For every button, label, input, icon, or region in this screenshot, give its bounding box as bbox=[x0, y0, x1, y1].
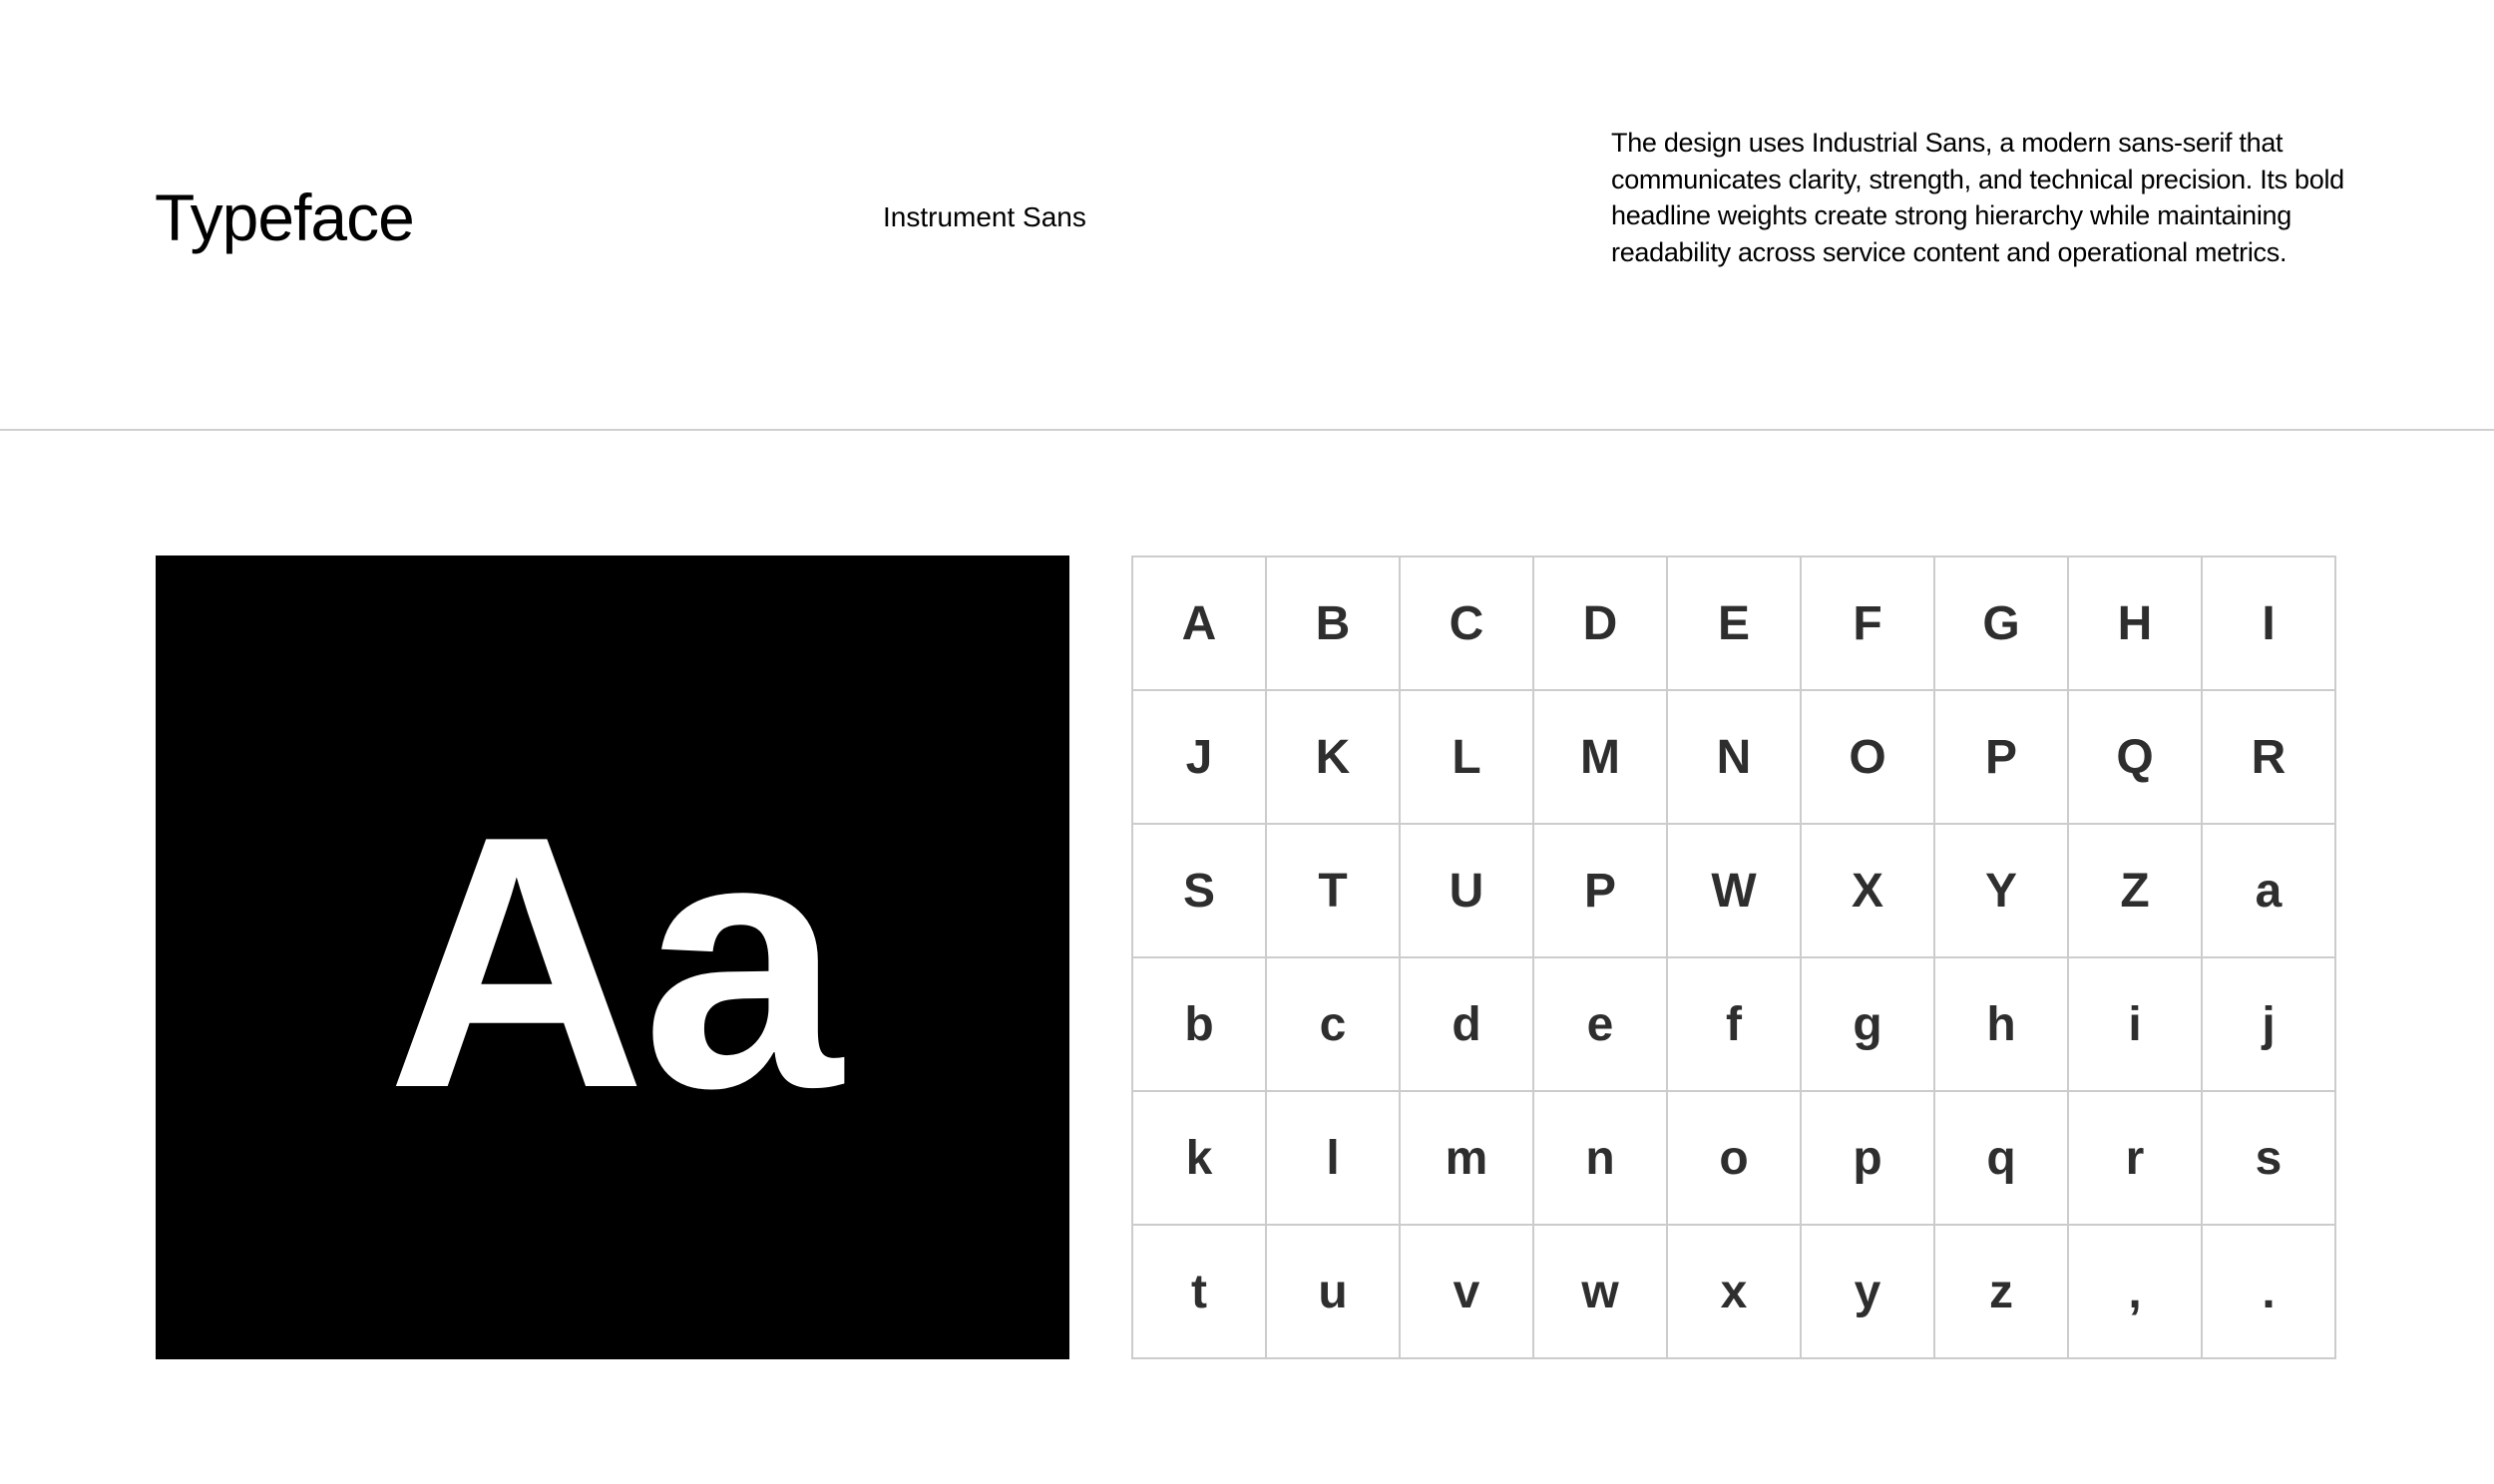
glyph-cell: R bbox=[2203, 691, 2336, 825]
specimen-panel bbox=[156, 556, 1069, 1359]
glyph-cell: i bbox=[2069, 958, 2203, 1092]
glyph-cell: , bbox=[2069, 1226, 2203, 1359]
glyph-cell: p bbox=[1802, 1092, 1935, 1226]
typeface-description: The design uses Industrial Sans, a modern sans-serif that communicates clarity, strength, and technical precision. Its bold headline weights create strong hierarchy while maintaining readability across service content and operational metrics. bbox=[1611, 128, 2344, 267]
glyph-cell: I bbox=[2203, 557, 2336, 691]
glyph-cell: m bbox=[1401, 1092, 1534, 1226]
glyph-cell: j bbox=[2203, 958, 2336, 1092]
glyph-cell: P bbox=[1935, 691, 2069, 825]
glyph-cell: L bbox=[1401, 691, 1534, 825]
glyph-cell: F bbox=[1802, 557, 1935, 691]
glyph-cell: B bbox=[1267, 557, 1401, 691]
glyph-cell: d bbox=[1401, 958, 1534, 1092]
page-title: Typeface bbox=[155, 181, 414, 254]
glyph-cell: t bbox=[1133, 1226, 1267, 1359]
glyph-cell: c bbox=[1267, 958, 1401, 1092]
glyph-cell: g bbox=[1802, 958, 1935, 1092]
glyph-cell: X bbox=[1802, 825, 1935, 958]
glyph-cell: E bbox=[1668, 557, 1802, 691]
glyph-cell: G bbox=[1935, 557, 2069, 691]
glyph-cell: U bbox=[1401, 825, 1534, 958]
glyph-cell: s bbox=[2203, 1092, 2336, 1226]
glyph-cell: a bbox=[2203, 825, 2336, 958]
glyph-cell: o bbox=[1668, 1092, 1802, 1226]
glyph-cell: P bbox=[1534, 825, 1668, 958]
glyph-cell: e bbox=[1534, 958, 1668, 1092]
glyph-cell: r bbox=[2069, 1092, 2203, 1226]
glyph-cell: Q bbox=[2069, 691, 2203, 825]
glyph-cell: y bbox=[1802, 1226, 1935, 1359]
glyph-cell: q bbox=[1935, 1092, 2069, 1226]
glyph-cell: Z bbox=[2069, 825, 2203, 958]
font-name: Instrument Sans bbox=[883, 201, 1086, 232]
glyph-cell: h bbox=[1935, 958, 2069, 1092]
glyph-cell: K bbox=[1267, 691, 1401, 825]
glyph-cell: x bbox=[1668, 1226, 1802, 1359]
glyph-cell: W bbox=[1668, 825, 1802, 958]
glyph-cell: M bbox=[1534, 691, 1668, 825]
glyph-cell: C bbox=[1401, 557, 1534, 691]
glyph-cell: u bbox=[1267, 1226, 1401, 1359]
glyph-cell: l bbox=[1267, 1092, 1401, 1226]
glyph-cell: O bbox=[1802, 691, 1935, 825]
glyph-cell: T bbox=[1267, 825, 1401, 958]
glyph-cell: J bbox=[1133, 691, 1267, 825]
glyph-cell: v bbox=[1401, 1226, 1534, 1359]
glyph-cell: z bbox=[1935, 1226, 2069, 1359]
glyph-cell: H bbox=[2069, 557, 2203, 691]
glyph-cell: D bbox=[1534, 557, 1668, 691]
glyph-cell: n bbox=[1534, 1092, 1668, 1226]
glyph-grid bbox=[1131, 556, 2336, 1359]
glyph-cell: Y bbox=[1935, 825, 2069, 958]
glyph-cell: A bbox=[1133, 557, 1267, 691]
glyph-cell: w bbox=[1534, 1226, 1668, 1359]
glyph-cell: S bbox=[1133, 825, 1267, 958]
glyph-cell: b bbox=[1133, 958, 1267, 1092]
specimen-glyph: Aa bbox=[386, 762, 839, 1163]
glyph-cell: N bbox=[1668, 691, 1802, 825]
section-divider bbox=[0, 429, 2494, 431]
glyph-cell: k bbox=[1133, 1092, 1267, 1226]
glyph-cell: . bbox=[2203, 1226, 2336, 1359]
glyph-cell: f bbox=[1668, 958, 1802, 1092]
